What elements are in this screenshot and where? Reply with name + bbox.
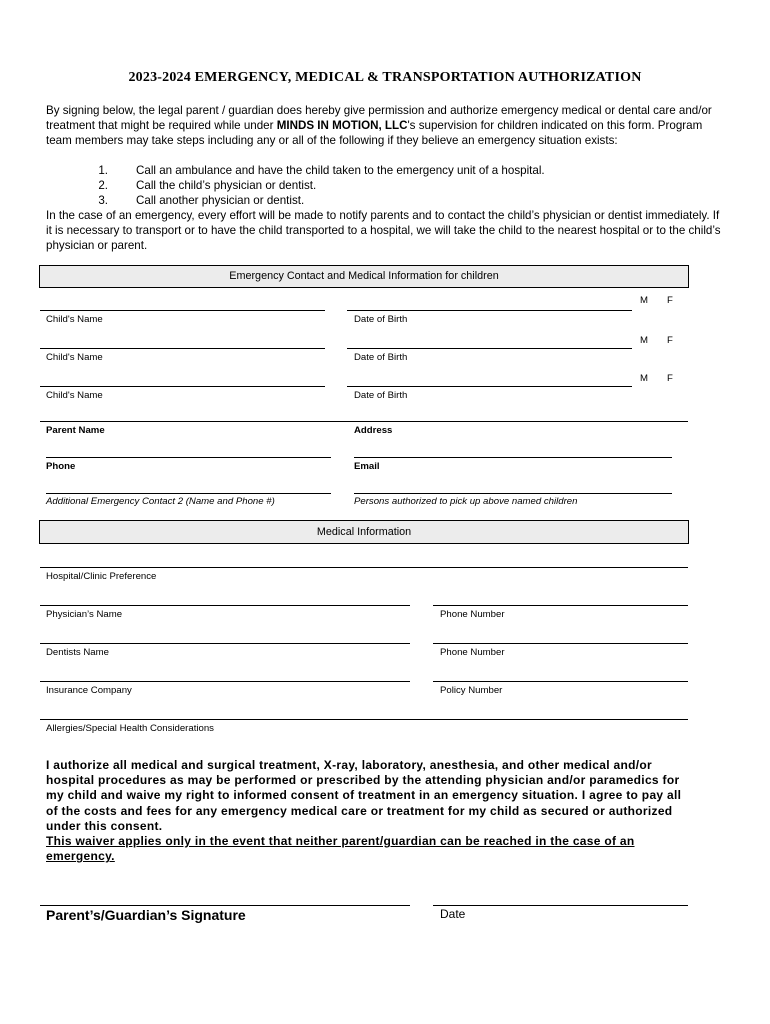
step-text: Call the child’s physician or dentist. — [136, 179, 317, 192]
medical-section-header: Medical Information — [39, 520, 689, 544]
company-name: MINDS IN MOTION, LLC — [276, 119, 408, 132]
male-option[interactable]: M — [640, 373, 648, 384]
list-item — [46, 163, 726, 178]
closing-paragraph: In the case of an emergency, every effort will be made to notify parents and to contact the child’s physician or dentist immediately. If it is necessary to transport or to have the child transported to a hospital, we will take the child to the nearest hospital or to the child’s physician or parent. — [46, 209, 721, 252]
child-name-label: Child's Name — [46, 352, 103, 363]
emergency-section-header: Emergency Contact and Medical Information for children — [39, 265, 689, 288]
list-item — [46, 178, 726, 193]
authorization-text: I authorize all medical and surgical treatment, X-ray, laboratory, anesthesia, and other medical and/or hospital procedures as may be performed or prescribed by the attending physician and/or paramedics for my child and waive my right to informed consent of treatment in an emergency situation. I agree to pay all of the costs and fees for any emergency medical care or treatment for my child as secured or authorized under this consent. — [46, 758, 682, 833]
female-option[interactable]: F — [667, 373, 673, 384]
signature-label: Parent’s/Guardian’s Signature — [46, 907, 246, 923]
phone-field[interactable] — [46, 457, 331, 458]
dentist-label: Dentists Name — [46, 647, 109, 658]
step-number: 2. — [98, 179, 108, 192]
authorization-paragraph — [46, 758, 686, 864]
intro-paragraph — [46, 103, 726, 148]
child-name-label: Child's Name — [46, 314, 103, 325]
intro-part2: 's supervision for children indicated on this form. Program team members may take steps including any or all of the following if they believe an emergency situation exists: — [46, 119, 703, 147]
dob-label: Date of Birth — [354, 352, 408, 363]
insurance-label: Insurance Company — [46, 685, 132, 696]
additional-contact-field[interactable] — [46, 493, 331, 494]
dentist-phone-field[interactable] — [433, 643, 688, 644]
phone-label: Phone — [46, 461, 76, 472]
authorized-pickup-label: Persons authorized to pick up above named children — [354, 496, 578, 507]
policy-field[interactable] — [433, 681, 688, 682]
list-item — [46, 193, 726, 208]
dob-field[interactable] — [347, 310, 632, 311]
allergies-label: Allergies/Special Health Considerations — [46, 723, 214, 734]
physician-phone-label: Phone Number — [440, 609, 505, 620]
address-label: Address — [354, 425, 393, 436]
hospital-label: Hospital/Clinic Preference — [46, 571, 157, 582]
dob-label: Date of Birth — [354, 314, 408, 325]
intro-part1: By signing below, the legal parent / guardian does hereby give permission and authorize emergency medical or dental care and/or treatment that might be required while under — [46, 104, 712, 132]
date-field[interactable] — [433, 905, 688, 906]
female-option[interactable]: F — [667, 335, 673, 346]
authorized-pickup-field[interactable] — [354, 493, 672, 494]
email-field[interactable] — [354, 457, 672, 458]
dentist-field[interactable] — [40, 643, 410, 644]
signature-field[interactable] — [40, 905, 410, 906]
parent-name-label: Parent Name — [46, 425, 105, 436]
email-label: Email — [354, 461, 380, 472]
dob-field[interactable] — [347, 386, 632, 387]
policy-label: Policy Number — [440, 685, 503, 696]
step-text: Call another physician or dentist. — [136, 194, 305, 207]
dob-field[interactable] — [347, 348, 632, 349]
waiver-text: This waiver applies only in the event that neither parent/guardian can be reached in the case of an emergency. — [46, 834, 635, 864]
child-name-label: Child's Name — [46, 390, 103, 401]
hospital-field[interactable] — [40, 567, 688, 568]
steps-list — [46, 163, 726, 208]
step-number: 1. — [98, 164, 108, 177]
step-text: Call an ambulance and have the child taken to the emergency unit of a hospital. — [136, 164, 545, 177]
step-number: 3. — [98, 194, 108, 207]
female-option[interactable]: F — [667, 295, 673, 306]
child-name-field[interactable] — [40, 348, 325, 349]
additional-contact-label: Additional Emergency Contact 2 (Name and Phone #) — [46, 496, 275, 507]
insurance-field[interactable] — [40, 681, 410, 682]
male-option[interactable]: M — [640, 335, 648, 346]
date-label: Date — [440, 907, 466, 921]
physician-field[interactable] — [40, 605, 410, 606]
child-name-field[interactable] — [40, 386, 325, 387]
dentist-phone-label: Phone Number — [440, 647, 505, 658]
male-option[interactable]: M — [640, 295, 648, 306]
form-title: 2023-2024 EMERGENCY, MEDICAL & TRANSPORTATION AUTHORIZATION — [128, 70, 642, 85]
child-name-field[interactable] — [40, 310, 325, 311]
physician-label: Physician’s Name — [46, 609, 123, 620]
physician-phone-field[interactable] — [433, 605, 688, 606]
dob-label: Date of Birth — [354, 390, 408, 401]
parent-address-field[interactable] — [40, 421, 688, 422]
allergies-field[interactable] — [40, 719, 688, 720]
